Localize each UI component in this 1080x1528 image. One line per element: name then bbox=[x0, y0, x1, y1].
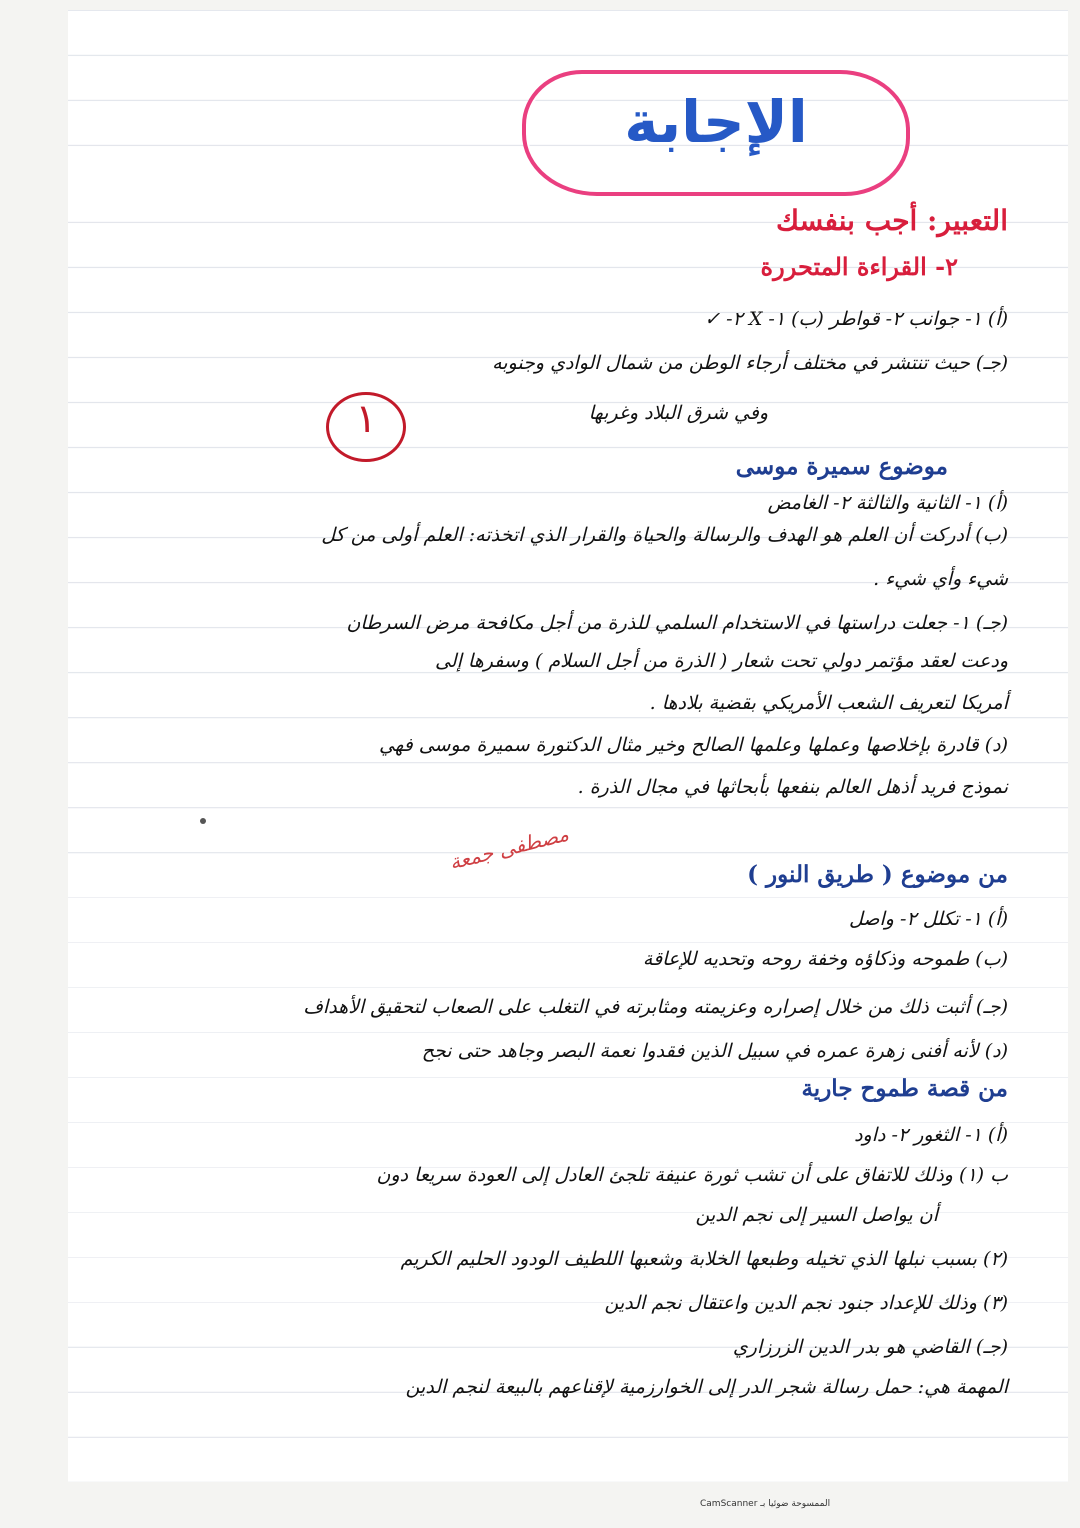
topic-samira-heading: موضوع سميرة موسى bbox=[735, 453, 948, 480]
teacher-signature: مصطفى جمعة bbox=[446, 821, 571, 875]
answer-line: (أ) ١- تكلل ٢- واصل bbox=[849, 908, 1008, 930]
answer-line: (ب) أدركت أن العلم هو الهدف والرسالة والحياة والقرار الذي اتخذته: العلم أولى من كل bbox=[321, 524, 1008, 546]
answer-line: (أ) ١- الثانية والثالثة ٢- الغامض bbox=[767, 492, 1008, 514]
answer-line: (جـ) القاضي هو بدر الدين الزرزاري bbox=[732, 1336, 1008, 1358]
answer-line: (أ) ١- الثغور ٢- داود bbox=[854, 1124, 1008, 1146]
notebook-page bbox=[68, 10, 1068, 1482]
answer-line: (٣) وذلك للإعداد جنود نجم الدين واعتقال نجم الدين bbox=[604, 1292, 1008, 1314]
answer-line: نموذج فريد أذهل العالم بنفعها بأبحاثها في مجال الذرة . bbox=[577, 776, 1008, 798]
answer-line: وفي شرق البلاد وغربها bbox=[588, 402, 768, 424]
expression-line: التعبير: أجب بنفسك bbox=[775, 204, 1008, 237]
answer-line: (٢) بسبب نبلها الذي تخيله وطبعها الخلابة وشعبها اللطيف الودود الحليم الكريم bbox=[400, 1248, 1008, 1270]
page-title: الإجابة bbox=[624, 88, 808, 156]
answer-line: (د) لأنه أفنى زهرة عمره في سبيل الذين فقدوا نعمة البصر وجاهد حتى نجح bbox=[421, 1040, 1008, 1062]
answer-line: (ب) طموحه وذكاؤه وخفة روحه وتحديه للإعاقة bbox=[642, 948, 1008, 970]
answer-line: أن يواصل السير إلى نجم الدين bbox=[695, 1204, 938, 1226]
answer-line: أمريكا لتعريف الشعب الأمريكي بقضية بلادها . bbox=[649, 692, 1008, 714]
story-heading: من قصة طموح جارية bbox=[801, 1075, 1008, 1102]
answer-line: ودعت لعقد مؤتمر دولي تحت شعار ( الذرة من أجل السلام ) وسفرها إلى bbox=[434, 650, 1008, 672]
answer-line: (جـ) أثبت ذلك من خلال إصراره وعزيمته ومثابرته في التغلب على الصعاب لتحقيق الأهداف bbox=[303, 996, 1008, 1018]
answer-line: (د) قادرة بإخلاصها وعملها وعلمها الصالح وخير مثال الدكتورة سميرة موسى فهي bbox=[379, 734, 1008, 756]
answer-line: (جـ) حيث تنتشر في مختلف أرجاء الوطن من شمال الوادي وجنوبه bbox=[492, 352, 1008, 374]
ink-dot bbox=[200, 818, 206, 824]
topic-noor-heading: من موضوع ( طريق النور ) bbox=[747, 861, 1008, 888]
answer-line: شيء وأي شيء . bbox=[873, 568, 1008, 590]
page-number: ١ bbox=[355, 396, 377, 442]
answer-line: (أ) ١- جوانب ٢- قواطر (ب) ١- X ٢- ✓ bbox=[704, 308, 1008, 330]
answer-line: ب (١) وذلك للاتفاق على أن تشب ثورة عنيفة تلجئ العادل إلى العودة سريعا دون bbox=[376, 1164, 1008, 1186]
answer-line: (جـ) ١- جعلت دراستها في الاستخدام السلمي للذرة من أجل مكافحة مرض السرطان bbox=[346, 612, 1008, 634]
section-free-reading: ٢- القراءة المتحررة bbox=[760, 252, 958, 281]
scanner-watermark: الممسوحة ضوئيا بـ CamScanner bbox=[700, 1499, 831, 1509]
answer-line: المهمة هي: حمل رسالة شجر الدر إلى الخوارزمية لإقناعهم بالبيعة لنجم الدين bbox=[405, 1376, 1008, 1398]
